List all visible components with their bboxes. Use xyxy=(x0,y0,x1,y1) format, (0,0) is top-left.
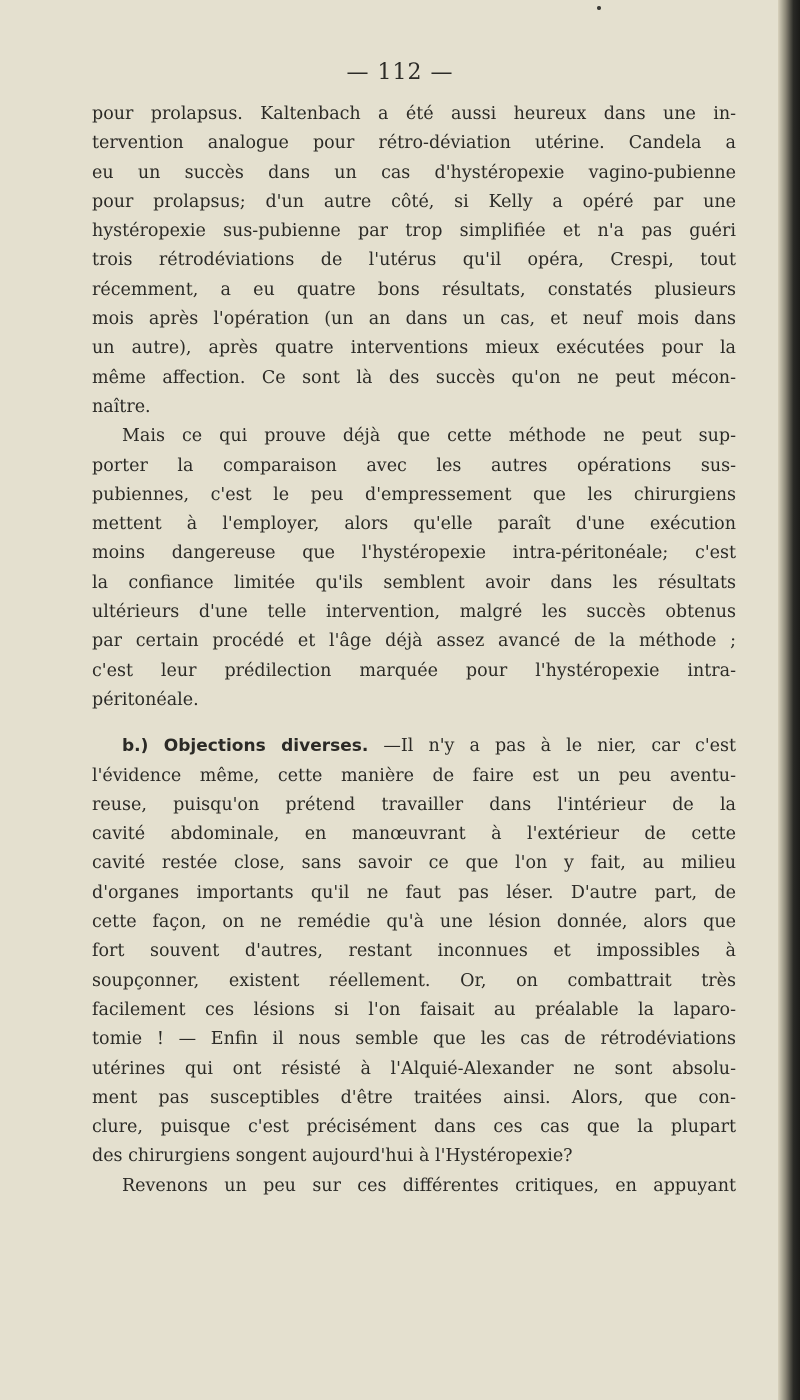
text-line: un autre), après quatre interventions mieux exécutées pour la xyxy=(92,338,736,359)
text-line: ment pas susceptibles d'être traitées ainsi. Alors, que con- xyxy=(92,1087,736,1108)
text-line: la confiance limitée qu'ils semblent avoir dans les résultats xyxy=(92,572,736,593)
page-number: — 112 — xyxy=(346,60,454,85)
paragraph-gap xyxy=(92,715,736,732)
text-line: pubiennes, c'est le peu d'empressement que les chirurgiens xyxy=(92,484,736,505)
text-line: cavité abdominale, en manœuvrant à l'extérieur de cette xyxy=(92,824,736,845)
heading-line-rest: —Il n'y a pas à le nier, car c'est xyxy=(368,736,736,757)
text-line: moins dangereuse que l'hystéropexie intra-péritonéale; c'est xyxy=(92,543,736,564)
text-line: fort souvent d'autres, restant inconnues et impossibles à xyxy=(92,941,736,962)
paragraph-3 xyxy=(92,732,736,1171)
text-line: d'organes importants qu'il ne faut pas léser. D'autre part, de xyxy=(92,882,736,903)
text-line: par certain procédé et l'âge déjà assez avancé de la méthode ; xyxy=(92,631,736,652)
text-line: cette façon, on ne remédie qu'à une lésion donnée, alors que xyxy=(92,912,736,933)
page-binding-shadow xyxy=(778,0,800,1400)
text-line: facilement ces lésions si l'on faisait au préalable la laparo- xyxy=(92,999,736,1020)
text-line: soupçonner, existent réellement. Or, on combattrait très xyxy=(92,970,736,991)
paragraph-4 xyxy=(92,1172,736,1201)
text-line: pour prolapsus; d'un autre côté, si Kelly a opéré par une xyxy=(92,191,736,212)
text-line: eu un succès dans un cas d'hystéropexie vagino-pubienne xyxy=(92,162,736,183)
text-line: mettent à l'employer, alors qu'elle paraît d'une exécution xyxy=(92,514,736,535)
text-line: cavité restée close, sans savoir ce que l'on y fait, au milieu xyxy=(92,853,736,874)
body-text xyxy=(92,100,736,1201)
text-line: trois rétrodéviations de l'utérus qu'il opéra, Crespi, tout xyxy=(92,250,736,271)
text-line: Revenons un peu sur ces différentes critiques, en appuyant xyxy=(122,1175,736,1196)
text-line: tervention analogue pour rétro-déviation utérine. Candela a xyxy=(92,133,736,154)
text-line: des chirurgiens songent aujourd'hui à l'Hystéropexie? xyxy=(92,1146,573,1167)
paragraph-2 xyxy=(92,422,736,715)
text-line: clure, puisque c'est précisément dans ces cas que la plupart xyxy=(92,1117,736,1138)
text-line: l'évidence même, cette manière de faire est un peu aventu- xyxy=(92,765,736,786)
section-heading: b.) Objections diverses. xyxy=(122,736,369,757)
text-line: Mais ce qui prouve déjà que cette méthode ne peut sup- xyxy=(122,426,736,447)
text-line: récemment, a eu quatre bons résultats, constatés plusieurs xyxy=(92,279,736,300)
text-line: reuse, puisqu'on prétend travailler dans l'intérieur de la xyxy=(92,794,736,815)
paragraph-1 xyxy=(92,100,736,422)
text-line: mois après l'opération (un an dans un cas, et neuf mois dans xyxy=(92,309,736,330)
ink-speck xyxy=(597,6,601,10)
text-line: utérines qui ont résisté à l'Alquié-Alexander ne sont absolu- xyxy=(92,1058,736,1079)
text-line: hystéropexie sus-pubienne par trop simplifiée et n'a pas guéri xyxy=(92,221,736,242)
text-line: pour prolapsus. Kaltenbach a été aussi heureux dans une in- xyxy=(92,104,736,124)
text-line: naître. xyxy=(92,396,151,417)
text-line: même affection. Ce sont là des succès qu'on ne peut mécon- xyxy=(92,367,736,388)
text-line: tomie ! — Enfin il nous semble que les cas de rétrodéviations xyxy=(92,1029,736,1050)
text-line: péritonéale. xyxy=(92,689,199,710)
text-line xyxy=(92,732,736,761)
text-line: ultérieurs d'une telle intervention, malgré les succès obtenus xyxy=(92,602,736,623)
text-line: porter la comparaison avec les autres opérations sus- xyxy=(92,455,736,476)
text-line: c'est leur prédilection marquée pour l'hystéropexie intra- xyxy=(92,660,736,681)
